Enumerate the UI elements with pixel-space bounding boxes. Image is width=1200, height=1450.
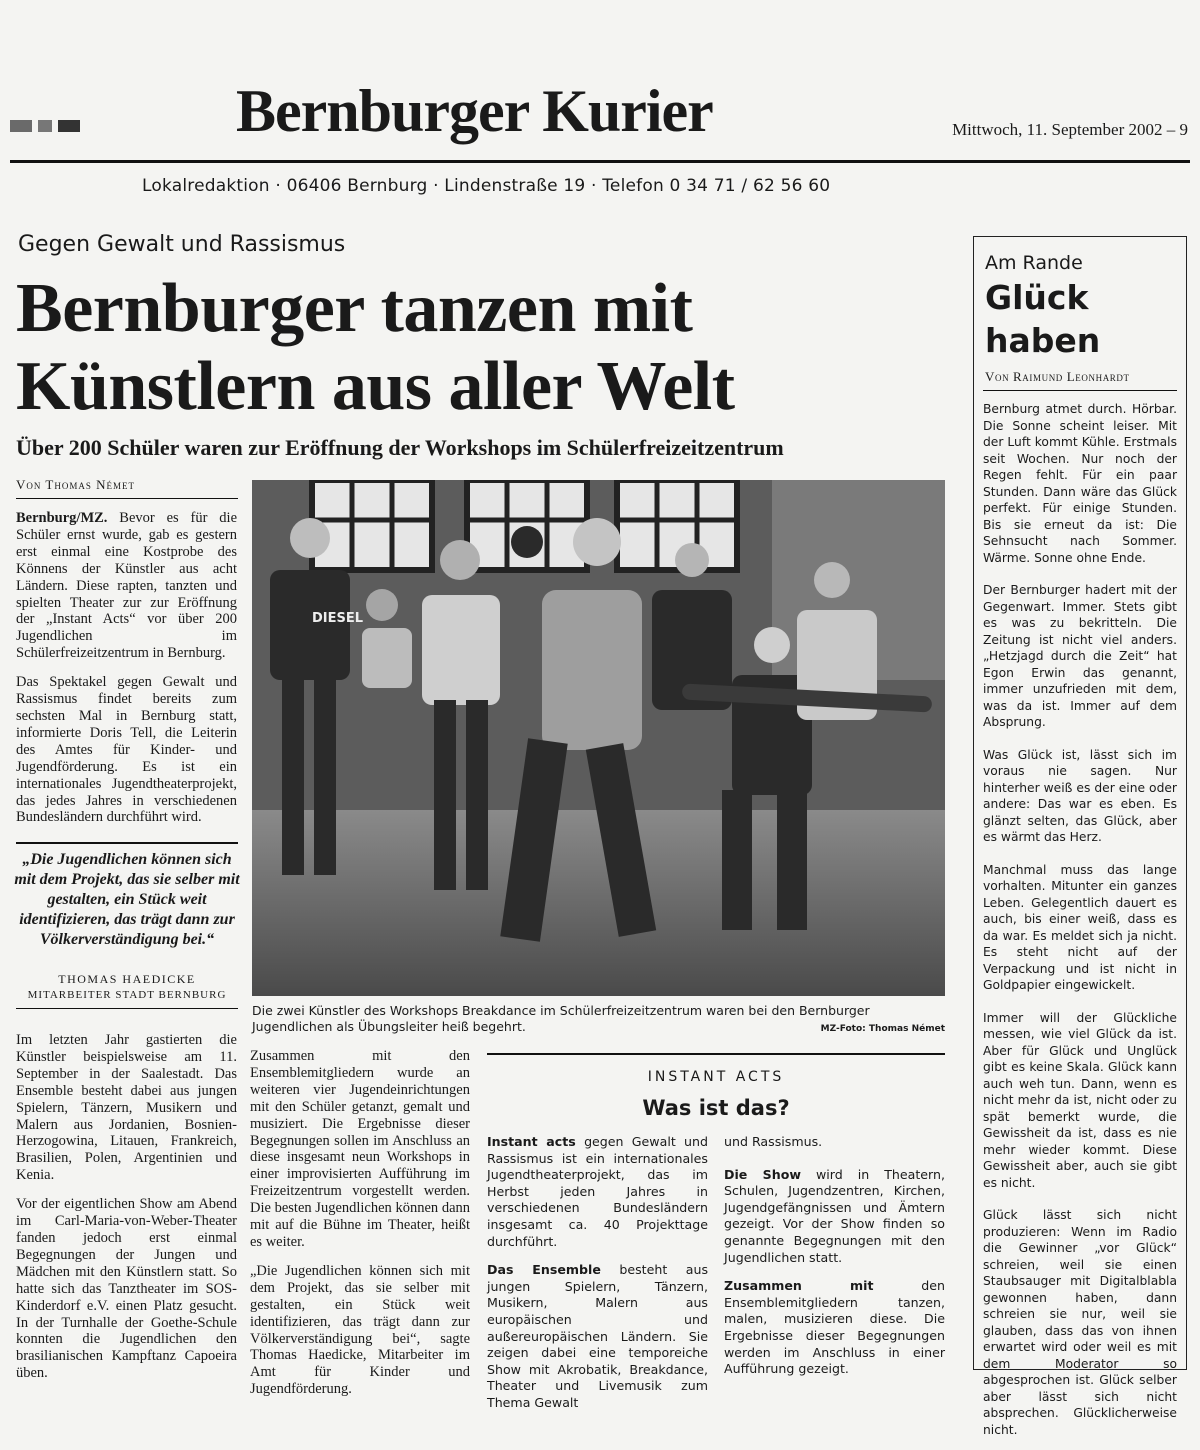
infobox-column-1	[487, 1134, 708, 1424]
infobox-term-5: Zusammen mit	[724, 1278, 874, 1294]
breakdance-photo	[252, 480, 945, 996]
article-subhead: Über 200 Schüler waren zur Eröffnung der Workshops im Schülerfreizeitzentrum	[16, 435, 784, 460]
infobox-text-1: gegen Gewalt und Rassismus ist ein internationales Jugendtheaterprojekt, das im Herbst jeden Jahres in verschiedenen Bundesländern insgesamt ca. 40 Projekttage durchführt.	[487, 1134, 708, 1249]
pull-quote: „Die Jugendlichen können sich mit dem Projekt, das sie selber mit gestalten, ein Stück weit identifizieren, das trägt dann zur Völkerverständigung bei.“	[14, 851, 240, 948]
contact-line: Lokalredaktion · 06406 Bernburg · Lindenstraße 19 · Telefon 0 34 71 / 62 56 60	[142, 176, 831, 196]
headline-line-1: Bernburger tanzen mit	[16, 270, 693, 347]
infobox-term-2: Das Ensemble	[487, 1262, 601, 1278]
infobox-term-4: Die Show	[724, 1166, 802, 1182]
sidebar-byline: Von Raimund Leonhardt	[985, 369, 1130, 384]
paragraph-6: „Die Jugendlichen können sich mit dem Projekt, das sie selber mit gestalten, ein Stück weit identifizieren, das trägt dann zur Völkerverständigung bei“, sagte Thomas Haedicke, Mitarbeiter im Amt für Kinder und Jugendförderung.	[250, 1262, 470, 1398]
photo-illustration	[252, 480, 945, 996]
sidebar-paragraph-6: Glück lässt sich nicht produzieren: Wenn im Radio die Gewinner „vor Glück“ schreien, weil sie einen Staubsauger mit Digitalblabla gewonnen haben, dann schreien sie nur, weil sie glauben, dass das von ihnen erwartet wird oder weil es mit dem Moderator so abgesprochen ist. Glück selber aber lässt sich nicht absprechen. Glücklicherweise nicht.	[983, 1208, 1177, 1437]
paragraph-4: Vor der eigentlichen Show am Abend im Carl-Maria-von-Weber-Theater fanden jedoch erst einmal Begegnungen der Jungen und Mädchen mit den Künstlern statt. So hatte sich das Tanztheater im SOS-Kinderdorf e.V. einen Platz gesucht. In der Turnhalle der Goethe-Schule konnten die Jugendlichen den brasilianischen Kampftanz Capoeira üben.	[16, 1196, 237, 1382]
paragraph-5: Zusammen mit den Ensemblemitgliedern wurde an weiteren vier Jugendeinrichtungen mit den Schüler getanzt, gemalt und musiziert. Die Ergebnisse dieser Begegnungen sollen im Anschluss an diese insgesamt neun Workshops in einer improvisierten Aufführung im Freizeitzentrum vorgestellt werden. Die besten Jugendlichen können dann mit auf die Bühne im Theater, heißt es weiter.	[250, 1048, 470, 1250]
paragraph-1: Bevor es für die Schüler ernst wurde, gab es gestern erst einmal eine Kostprobe des Könnens der Künstler aus acht Ländern. Diese rapten, tanzten und spielten Theater zur zur Eröffnung der „Instant Acts“ vor über 200 Jugendlichen im Schülerfreizeitzentrum in Bernburg.	[16, 510, 237, 662]
paragraph-3: Im letzten Jahr gastierten die Künstler beispielsweise am 11. September in der Saalestadt. Das Ensemble besteht dabei aus jungen Spielern, Tänzern, Musikern und Malern aus Jordanien, Bosnien-Herzogowina, Litauen, Frankreich, Brasilien, Polen, Argentinien und Kenia.	[16, 1032, 237, 1184]
photo-credit: MZ-Foto: Thomas Német	[820, 1024, 945, 1034]
photo-caption: Die zwei Künstler des Workshops Breakdance im Schülerfreizeitzentrum waren bei den Bernburger Jugendlichen als Übungsleiter heiß begehrt.	[252, 1003, 870, 1034]
sidebar-column	[983, 401, 1177, 1450]
infobox-text-2: besteht aus jungen Spielern, Tänzern, Musikern, Malern aus europäischen und außereuropäischen Ländern. Sie zeigen dabei eine temporeiche Show mit Akrobatik, Breakdance, Theater und Livemusik zum Thema Gewalt	[487, 1262, 708, 1410]
byline-rule	[16, 498, 238, 499]
headline-line-2: Künstlern aus aller Welt	[16, 348, 735, 425]
quote-role: MITARBEITER STADT BERNBURG	[27, 989, 227, 1001]
sidebar-title-2: haben	[985, 321, 1101, 360]
sidebar-byline-rule	[983, 390, 1177, 391]
dateline: Bernburg/MZ.	[16, 510, 108, 526]
article-byline: Von Thomas Német	[16, 477, 135, 492]
masthead-marks	[10, 119, 86, 137]
sidebar-paragraph-1: Bernburg atmet durch. Hörbar. Die Sonne scheint leiser. Mit der Luft kommt Kühle. Erstmals seit Wochen. Nur noch der Regen fehlt. Für ein paar Stunden. Dann wäre das Glück perfekt. Für einige Stunden. Bis sie erneut da ist: Die Sehnsucht nach Sommer. Wärme. Sonne ohne Ende.	[983, 402, 1177, 565]
infobox-term-1: Instant acts	[487, 1134, 576, 1149]
sidebar-paragraph-3: Was Glück ist, lässt sich im voraus nie sagen. Nur hinterher weiß es der eine oder andere: Das war es eben. Es glänzt selten, das Glück, aber es wärmt das Herz.	[983, 747, 1177, 844]
article-column-1-continued	[16, 1032, 237, 1394]
sidebar-paragraph-4: Manchmal muss das lange vorhalten. Mitunter ein ganzes Leben. Gelegentlich dauert es auch, bis einer weiß, dass es da war. Es meldet sich ja nicht. Es steht nicht auf der Verpackung und ist nicht in Goldpapier eingewickelt.	[983, 862, 1177, 992]
jersey-label: DIESEL	[312, 611, 364, 626]
sidebar-paragraph-2: Der Bernburger hadert mit der Gegenwart. Immer. Stets gibt es was zu bekritteln. Die Zeitung ist nicht viel anders. „Hetzjagd durch die Zeit“ hat Egon Erwin das genannt, immer unzufrieden mit dem, was da ist. Immer auf dem Absprung.	[983, 583, 1177, 729]
infobox-title: Was ist das?	[642, 1096, 790, 1120]
quote-rule-top	[16, 842, 238, 844]
newspaper-title: Bernburger Kurier	[236, 78, 713, 144]
quote-author: THOMAS HAEDICKE	[58, 972, 196, 986]
quote-rule-bottom	[16, 1008, 238, 1009]
article-kicker: Gegen Gewalt und Rassismus	[18, 232, 346, 257]
infobox-rule	[487, 1053, 945, 1055]
infobox-text-5: den Ensemblemitgliedern tanzen, malen, musizieren diese. Die Ergebnisse dieser Begegnungen werden im Anschluss in einer Aufführung gezeigt.	[724, 1278, 945, 1377]
infobox-text-4: wird in Theatern, Schulen, Jugendzentren, Kirchen, Jugendgefängnissen und Ämtern gezeigt. Vor der Show finden so genannte Begegnungen mit den Jugendlichen statt.	[724, 1166, 945, 1265]
infobox-text-3: und Rassismus.	[724, 1134, 823, 1149]
infobox-label: INSTANT ACTS	[647, 1069, 785, 1085]
masthead-rule	[10, 160, 1190, 163]
infobox-column-2	[724, 1134, 945, 1390]
sidebar-title-1: Glück	[985, 278, 1089, 317]
sidebar-paragraph-5: Immer will der Glückliche messen, wie viel Glück da ist. Aber für Glück und Unglück gibt es keine Skala. Glück kann auch weh tun. Dann, wenn es nicht mehr da ist, nicht oder zu spät bemerkt wurde, die Gewissheit da ist, dass es nie mehr wieder kommt. Diese Gewissheit aber, auch sie gibt es nicht.	[983, 1010, 1177, 1190]
article-column-1	[16, 510, 237, 838]
sidebar-kicker: Am Rande	[985, 252, 1083, 274]
issue-date: Mittwoch, 11. September 2002 – 9	[952, 120, 1188, 139]
paragraph-2: Das Spektakel gegen Gewalt und Rassismus findet bereits zum sechsten Mal in Bernburg statt, informierte Doris Tell, die Leiterin des Amtes für Kinder- und Jugendförderung. Es ist ein internationales Jugendtheaterprojekt, das jedes Jahres in verschiedenen Bundesländern durchführt wird.	[16, 674, 237, 826]
article-column-2	[250, 1048, 470, 1410]
